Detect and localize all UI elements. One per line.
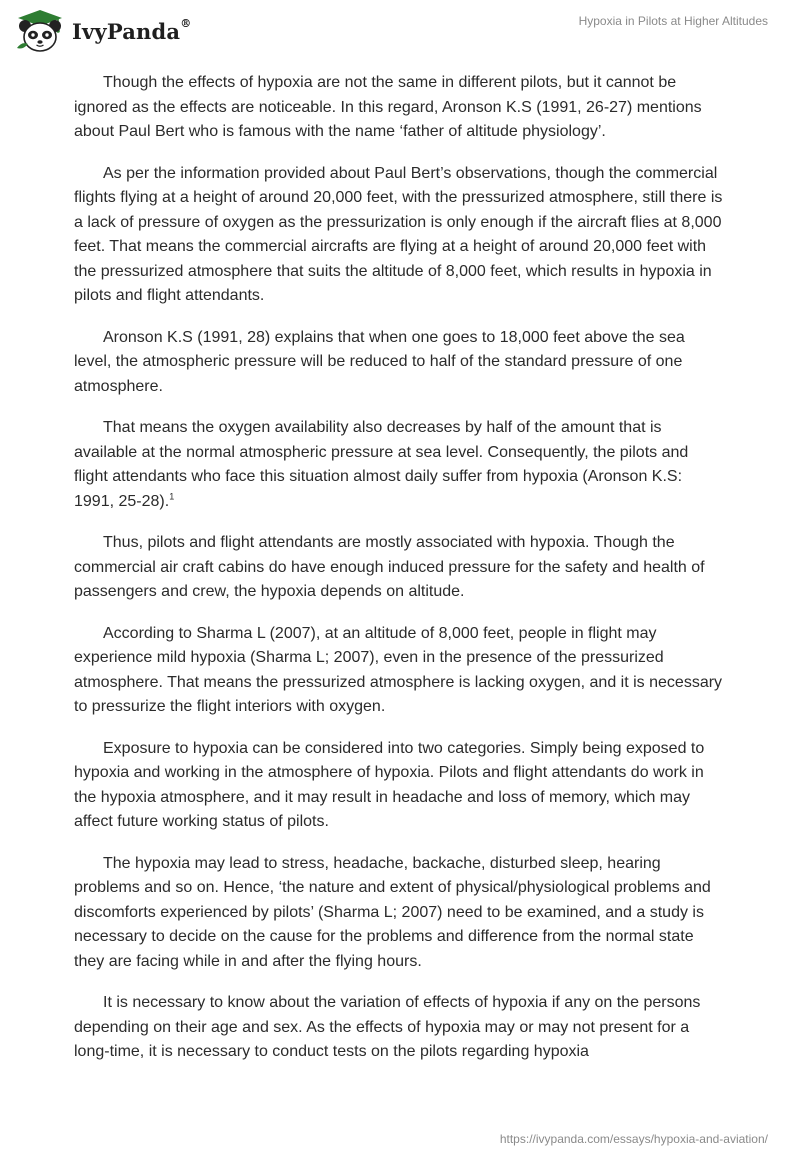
essay-body	[74, 71, 724, 1082]
paragraph: According to Sharma L (2007), at an altitude of 8,000 feet, people in flight may experience mild hypoxia (Sharma L; 2007), even in the presence of the pressurized atmosphere. That means the pressurized atmosphere is lacking oxygen, and it is necessary to pressurize the flight interiors with oxygen.	[74, 624, 723, 715]
paragraph: The hypoxia may lead to stress, headache, backache, disturbed sleep, hearing problems and so on. Hence, ‘the nature and extent of physical/physiological problems and discomforts experienced by pilots’ (Sharma L; 2007) need to be examined, and a study is necessary to decide on the cause for the problems and difference from the normal state they are facing while in and after the flying hours.	[74, 854, 711, 970]
source-url[interactable]: https://ivypanda.com/essays/hypoxia-and-aviation/	[499, 1132, 768, 1146]
footnote-reference[interactable]: 1	[169, 491, 175, 502]
paragraph-text: That means the oxygen availability also decreases by half of the amount that is available at the normal atmospheric pressure at sea level. Consequently, the pilots and flight attendants who face this situation almost daily suffer from hypoxia (Aronson K.S: 1991, 25-28).	[74, 419, 689, 510]
page-header	[0, 0, 800, 60]
paragraph: As per the information provided about Paul Bert’s observations, though the commercial flights flying at a height of around 20,000 feet, with the pressurized atmosphere, still there is a lack of pressure of oxygen as the pressurization is only enough if the aircraft flies at 8,000 feet. That means the commercial aircrafts are flying at a height of around 20,000 feet with the pressurized atmosphere that suits the altitude of 8,000 feet, which results in hypoxia in pilots and flight attendants.	[74, 164, 723, 304]
paragraph: It is necessary to know about the variation of effects of hypoxia if any on the persons depending on their age and sex. As the effects of hypoxia may or may not present for a long-time, it is necessary to conduct tests on the pilots regarding hypoxia	[74, 994, 701, 1060]
panda-logo-icon	[14, 8, 66, 54]
brand-name: IvyPanda®	[72, 16, 192, 44]
paragraph-with-footnote	[74, 416, 724, 514]
registered-mark: ®	[180, 16, 192, 30]
paragraph: Thus, pilots and flight attendants are mostly associated with hypoxia. Though the commercial air craft cabins do have enough induced pressure for the safety and health of passengers and crew, the hypoxia depends on altitude.	[74, 534, 705, 600]
paragraph: Aronson K.S (1991, 28) explains that when one goes to 18,000 feet above the sea level, the atmospheric pressure will be reduced to half of the standard pressure of one atmosphere.	[74, 328, 685, 395]
ivypanda-logo[interactable]	[14, 8, 191, 54]
paragraph: Though the effects of hypoxia are not the same in different pilots, but it cannot be ignored as the effects are noticeable. In this regard, Aronson K.S (1991, 26-27) mentions about Paul Bert who is famous with the name ‘father of altitude physiology’.	[74, 74, 702, 140]
paragraph: Exposure to hypoxia can be considered into two categories. Simply being exposed to hypoxia and working in the atmosphere of hypoxia. Pilots and flight attendants do work in the hypoxia atmosphere, and it may result in headache and loss of memory, which may affect future working status of pilots.	[74, 739, 705, 830]
document-title: Hypoxia in Pilots at Higher Altitudes	[578, 14, 768, 28]
